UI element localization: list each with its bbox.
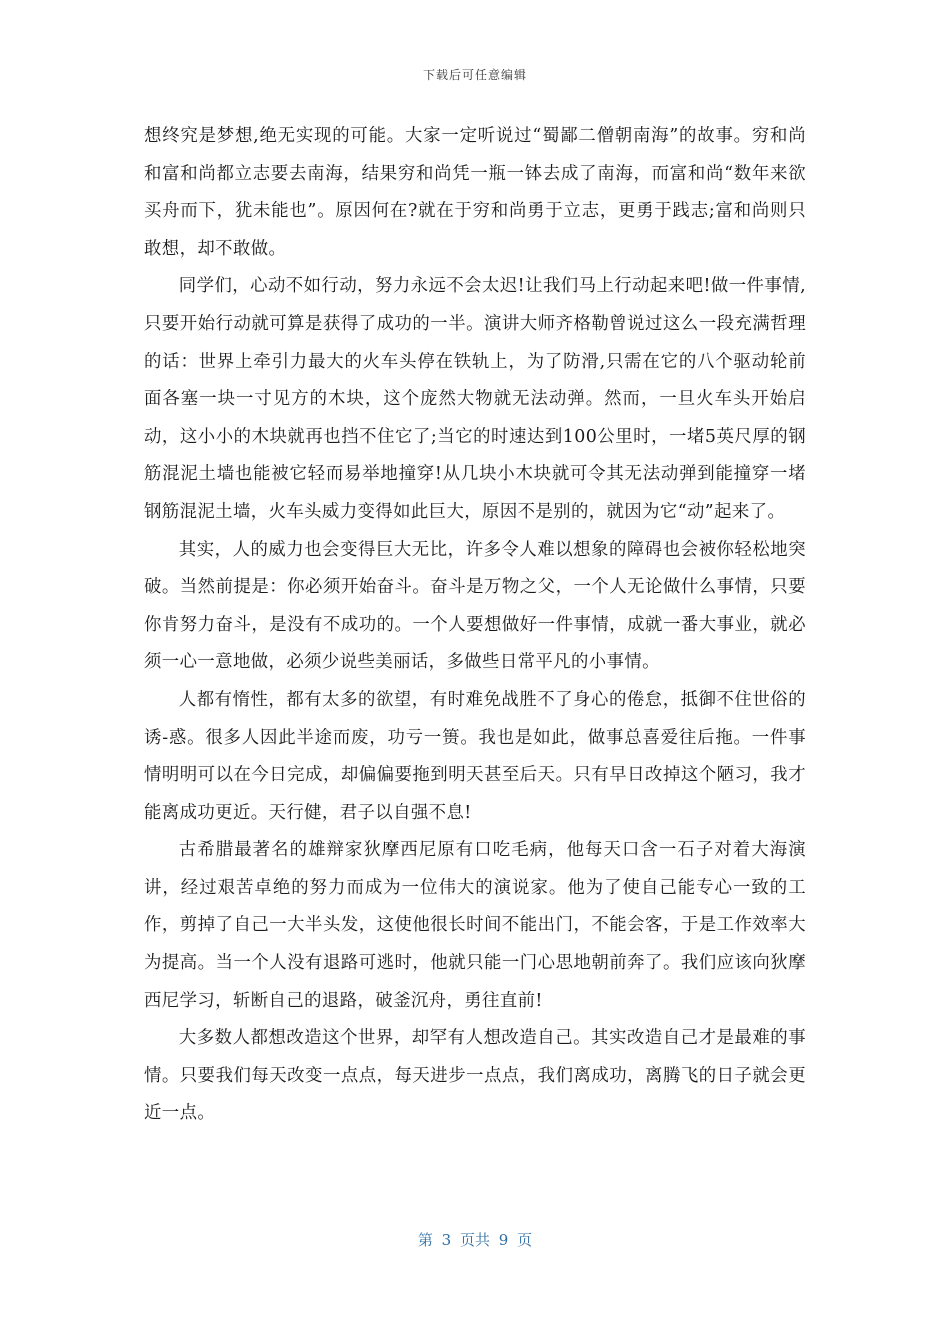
paragraph-4: 人都有惰性，都有太多的欲望，有时难免战胜不了身心的倦怠，抵御不住世俗的诱-惑。很多人因此半途而废，功亏一篑。我也是如此，做事总喜爱往后拖。一件事情明明可以在今日完成，却偏偏要拖到明天甚至后天。只有早日改掉这个陋习，我才能离成功更近。天行健，君子以自强不息! — [144, 689, 806, 823]
page-footer — [0, 1229, 950, 1250]
paragraph-1: 想终究是梦想,绝无实现的可能。大家一定听说过“蜀鄙二僧朝南海”的故事。穷和尚和富和尚都立志要去南海，结果穷和尚凭一瓶一钵去成了南海，而富和尚“数年来欲买舟而下，犹未能也”。原因何在?就在于穷和尚勇于立志，更勇于践志;富和尚则只敢想，却不敢做。 — [144, 126, 806, 259]
page-header: 下载后可任意编辑 — [422, 68, 527, 82]
footer-total-pages: 9 — [498, 1231, 509, 1249]
footer-current-page: 3 — [441, 1231, 452, 1249]
paragraph-3: 其实，人的威力也会变得巨大无比，许多令人难以想象的障碍也会被你轻松地突破。当然前提是：你必须开始奋斗。奋斗是万物之父，一个人无论做什么事情，只要你肯努力奋斗，是没有不成功的。一个人要想做好一件事情，成就一番大事业，就必须一心一意地做，必须少说些美丽话，多做些日常平凡的小事情。 — [144, 539, 806, 673]
paragraph-2: 同学们，心动不如行动，努力永远不会太迟!让我们马上行动起来吧!做一件事情,只要开始行动就可算是获得了成功的一半。演讲大师齐格勒曾说过这么一段充满哲理的话：世界上牵引力最大的火车头停在铁轨上，为了防滑,只需在它的八个驱动轮前面各塞一块一寸见方的木块，这个庞然大物就无法动弹。然而，一旦火车头开始启动，这小小的木块就再也挡不住它了;当它的时速达到100公里时，一堵5英尺厚的钢筋混泥土墙也能被它轻而易举地撞穿!从几块小木块就可令其无法动弹到能撞穿一堵钢筋混泥土墙，火车头威力变得如此巨大，原因不是别的，就因为它“动”起来了。 — [144, 276, 806, 522]
paragraph-6: 大多数人都想改造这个世界，却罕有人想改造自己。其实改造自己才是最难的事情。只要我们每天改变一点点，每天进步一点点，我们离成功，离腾飞的日子就会更近一点。 — [144, 1028, 806, 1124]
document-body — [144, 118, 806, 1133]
paragraph-5: 古希腊最著名的雄辩家狄摩西尼原有口吃毛病，他每天口含一石子对着大海演讲，经过艰苦卓绝的努力而成为一位伟大的演说家。他为了使自己能专心一致的工作，剪掉了自己一大半头发，这使他很长时间不能出门，不能会客，于是工作效率大为提高。当一个人没有退路可逃时，他就只能一门心思地朝前奔了。我们应该向狄摩西尼学习，斩断自己的退路，破釜沉舟，勇往直前! — [144, 840, 806, 1011]
footer-suffix: 页 — [517, 1231, 533, 1249]
footer-middle: 页共 — [459, 1231, 490, 1249]
footer-prefix: 第 — [417, 1231, 433, 1249]
